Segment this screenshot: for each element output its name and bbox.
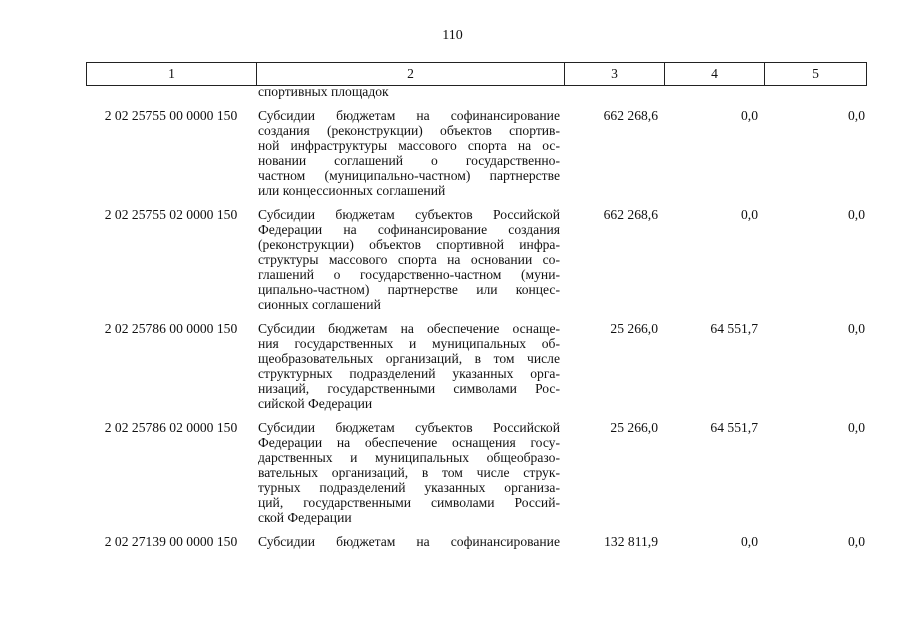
table-body — [86, 84, 865, 549]
header-col-2: 2 — [257, 63, 565, 85]
amount-col3: 132 811,9 — [604, 534, 658, 549]
amount-col4: 0,0 — [741, 108, 758, 123]
income-description — [258, 420, 560, 525]
table-row — [86, 312, 865, 411]
continuation-text: спортивных площадок — [258, 84, 389, 99]
income-description — [258, 108, 560, 198]
amount-col3: 662 268,6 — [603, 108, 658, 123]
table-row — [86, 99, 865, 198]
amount-col4: 64 551,7 — [710, 420, 758, 435]
page-number: 110 — [442, 28, 463, 43]
description-line: сийской Федерации — [258, 396, 373, 411]
budget-code: 2 02 25755 00 0000 150 — [104, 108, 238, 123]
description-line: структурных подразделений указанных орга- — [258, 366, 560, 381]
description-line: Субсидии бюджетам на софинансирование — [258, 108, 560, 123]
description-line: Субсидии бюджетам на обеспечение оснаще- — [258, 321, 560, 336]
amount-col5: 0,0 — [848, 207, 865, 222]
description-line: турных подразделений указанных организа- — [258, 480, 560, 495]
amount-col3: 25 266,0 — [610, 321, 658, 336]
amount-col3: 662 268,6 — [603, 207, 658, 222]
description-line: ной инфраструктуры массового спорта на ос- — [258, 138, 560, 153]
description-line: частном (муниципально-частном) партнерстве — [258, 168, 560, 183]
budget-code: 2 02 27139 00 0000 150 — [104, 534, 238, 549]
description-line: новании соглашений о государственно- — [258, 153, 560, 168]
table-header — [86, 62, 867, 86]
description-line: ций, государственными символами Россий- — [258, 495, 560, 510]
budget-code: 2 02 25755 02 0000 150 — [104, 207, 238, 222]
description-line: Субсидии бюджетам субъектов Российской — [258, 207, 560, 222]
income-description — [258, 534, 560, 549]
amount-col5: 0,0 — [848, 321, 865, 336]
description-line: Федерации на обеспечение оснащения госу- — [258, 435, 560, 450]
description-line: ния государственных и муниципальных об- — [258, 336, 560, 351]
description-line: (реконструкции) объектов спортивной инфра- — [258, 237, 560, 252]
description-line: щеобразовательных организаций, в том числе — [258, 351, 560, 366]
amount-col5: 0,0 — [848, 108, 865, 123]
description-line: ципально-частном) партнерстве или концес- — [258, 282, 560, 297]
table-row — [86, 411, 865, 525]
header-col-3: 3 — [565, 63, 665, 85]
description-line: низаций, государственными символами Рос- — [258, 381, 560, 396]
header-col-1: 1 — [87, 63, 257, 85]
description-line: сионных соглашений — [258, 297, 381, 312]
description-line: создания (реконструкции) объектов спортив- — [258, 123, 560, 138]
description-line: глашений о государственно-частном (муни- — [258, 267, 560, 282]
amount-col4: 0,0 — [741, 534, 758, 549]
budget-code: 2 02 25786 02 0000 150 — [104, 420, 238, 435]
header-col-4: 4 — [665, 63, 765, 85]
income-description — [258, 321, 560, 411]
amount-col4: 0,0 — [741, 207, 758, 222]
amount-col4: 64 551,7 — [710, 321, 758, 336]
description-line: вательных организаций, в том числе струк- — [258, 465, 560, 480]
description-line: Субсидии бюджетам субъектов Российской — [258, 420, 560, 435]
table-row — [86, 198, 865, 312]
amount-col5: 0,0 — [848, 420, 865, 435]
header-col-5: 5 — [812, 66, 819, 81]
budget-code: 2 02 25786 00 0000 150 — [104, 321, 238, 336]
table-row — [86, 525, 865, 549]
description-line: дарственных и муниципальных общеобразо- — [258, 450, 560, 465]
amount-col3: 25 266,0 — [610, 420, 658, 435]
income-description — [258, 207, 560, 312]
description-line: Федерации на софинансирование создания — [258, 222, 560, 237]
description-line: Субсидии бюджетам на софинансирование — [258, 534, 560, 549]
amount-col5: 0,0 — [848, 534, 865, 549]
description-line: ской Федерации — [258, 510, 352, 525]
description-line: структуры массового спорта на основании со- — [258, 252, 560, 267]
description-line: или концессионных соглашений — [258, 183, 446, 198]
